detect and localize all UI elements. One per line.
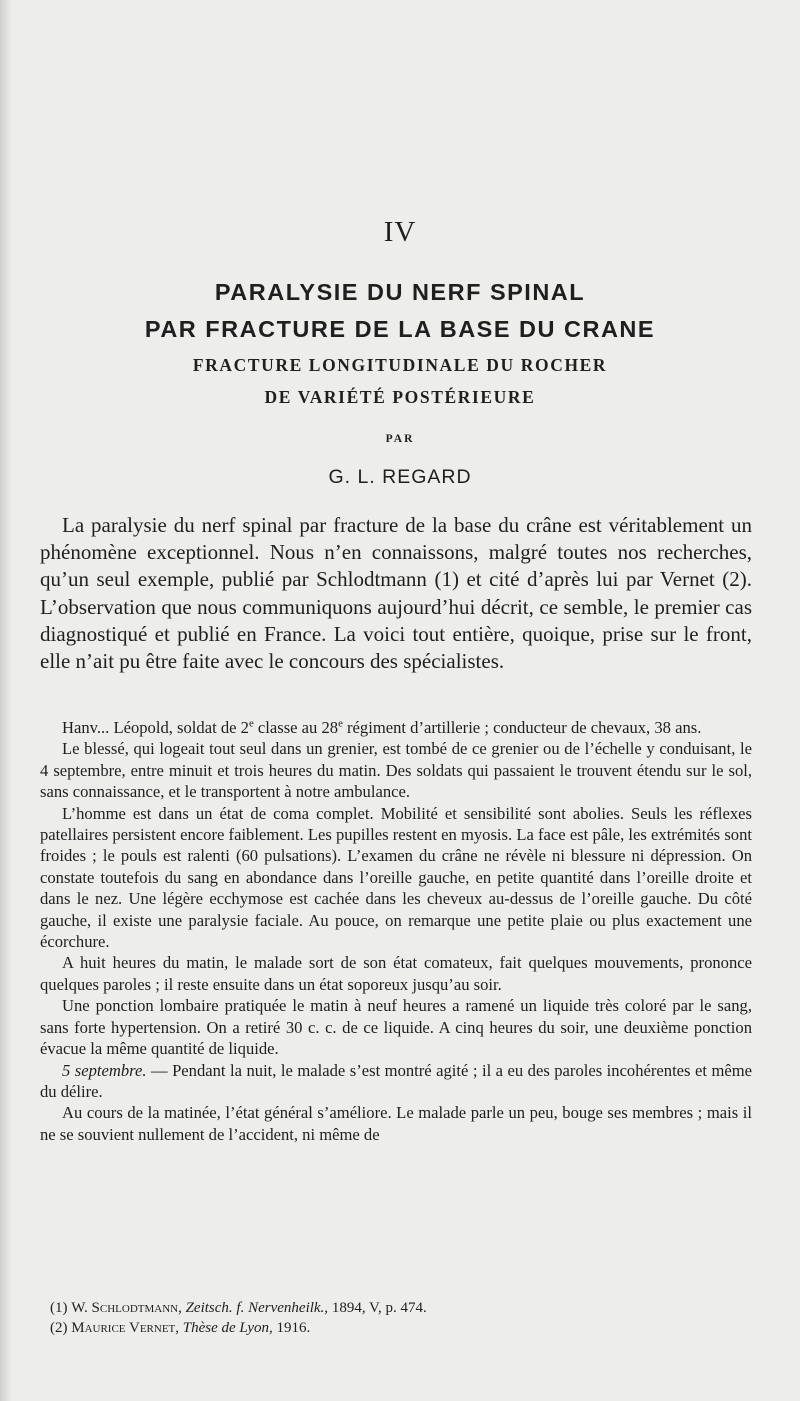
- footnote-detail: 1894, V, p. 474.: [328, 1300, 427, 1316]
- observation-paragraph-7: Au cours de la matinée, l’état général s’améliore. Le malade parle un peu, bouge ses membres ; mais il ne se souvient nullement de l’accident, ni même de: [40, 1103, 752, 1144]
- obs-p1-sup-b: e: [338, 717, 343, 730]
- title-line-1: PARALYSIE DU NERF SPINAL: [214, 279, 586, 305]
- footnote-1: [50, 1298, 750, 1318]
- footnote-marker: (2): [50, 1320, 68, 1336]
- observation-paragraph-6: [40, 1060, 752, 1103]
- obs-date: 5 septembre.: [62, 1060, 147, 1080]
- author-name: G. L. REGARD: [328, 466, 472, 488]
- obs-p6-text: — Pendant la nuit, le malade s’est montré agité ; il a eu des paroles incohérentes et même du délire.: [40, 1060, 752, 1101]
- footnote-work: Zeitsch. f. Nervenheilk.,: [185, 1300, 329, 1316]
- footnote-author: Maurice Vernet,: [71, 1320, 180, 1336]
- footnote-marker: (1): [50, 1300, 68, 1316]
- page-gutter-shadow: [0, 0, 12, 1401]
- subtitle-line-2: DE VARIÉTÉ POSTÉRIEURE: [264, 387, 536, 407]
- footnote-detail: 1916.: [272, 1320, 311, 1336]
- intro-text: La paralysie du nerf spinal par fracture de la base du crâne est véritablement un phénomène exceptionnel. Nous n’en connaissons, malgré toutes nos recherches, qu’un seul exemple, publié par Schlodtmann (1) et cité d’après lui par Vernet (2). L’observation que nous communiquons aujourd’hui décrit, ce semble, le premier cas diagnostiqué et publié en France. La voici tout entière, quoique, prise sur le front, elle n’ait pu être faite avec le concours des spécialistes.: [40, 513, 752, 674]
- intro-paragraph: [40, 512, 752, 675]
- obs-p1-part-c: régiment d’artillerie ; conducteur de chevaux, 38 ans.: [342, 718, 702, 737]
- chapter-number: IV: [383, 216, 417, 248]
- observation-section: [40, 717, 752, 1145]
- footnote-author: W. Schlodtmann,: [71, 1300, 182, 1316]
- footnote-2: [50, 1318, 750, 1338]
- subtitle-line-1: FRACTURE LONGITUDINALE DU ROCHER: [192, 355, 608, 375]
- observation-paragraph-4: A huit heures du matin, le malade sort de son état comateux, fait quelques mouvements, prononce quelques paroles ; il reste ensuite dans un état soporeux jusqu’au soir.: [40, 953, 752, 994]
- title-line-2: PAR FRACTURE DE LA BASE DU CRANE: [144, 316, 656, 342]
- byline-label: PAR: [385, 433, 415, 445]
- footnote-work: Thèse de Lyon,: [182, 1320, 273, 1336]
- footnotes: [50, 1298, 750, 1338]
- observation-paragraph-2: Le blessé, qui logeait tout seul dans un grenier, est tombé de ce grenier ou de l’échelle y conduisant, le 4 septembre, entre minuit et trois heures du matin. Des soldats qui passaient le trouvent étendu sur le sol, sans connaissance, et le transportent à notre ambulance.: [40, 739, 752, 802]
- obs-p1-part-b: classe au 28: [253, 718, 339, 737]
- observation-paragraph-1: [40, 717, 752, 738]
- observation-paragraph-5: Une ponction lombaire pratiquée le matin à neuf heures a ramené un liquide très coloré par le sang, sans forte hypertension. On a retiré 30 c. c. de ce liquide. A cinq heures du soir, une deuxième ponction évacue la même quantité de liquide.: [40, 996, 752, 1059]
- obs-p1-part-a: Hanv... Léopold, soldat de 2: [62, 718, 249, 737]
- observation-paragraph-3: L’homme est dans un état de coma complet. Mobilité et sensibilité sont abolies. Seuls les réflexes patellaires persistent encore faiblement. Les pupilles restent en myosis. La face est pâle, les extrémités sont froides ; le pouls est ralenti (60 pulsations). L’examen du crâne ne révèle ni blessure ni dépression. On constate toutefois du sang en abondance dans l’oreille gauche, en petite quantité dans l’oreille droite et dans le nez. Une légère ecchymose est cachée dans les cheveux au-dessus de l’oreille gauche. Du côté gauche, il existe une paralysie faciale. Au pouce, on remarque une petite plaie ou plus exactement une écorchure.: [40, 803, 752, 952]
- obs-p1-sup-a: e: [248, 717, 254, 730]
